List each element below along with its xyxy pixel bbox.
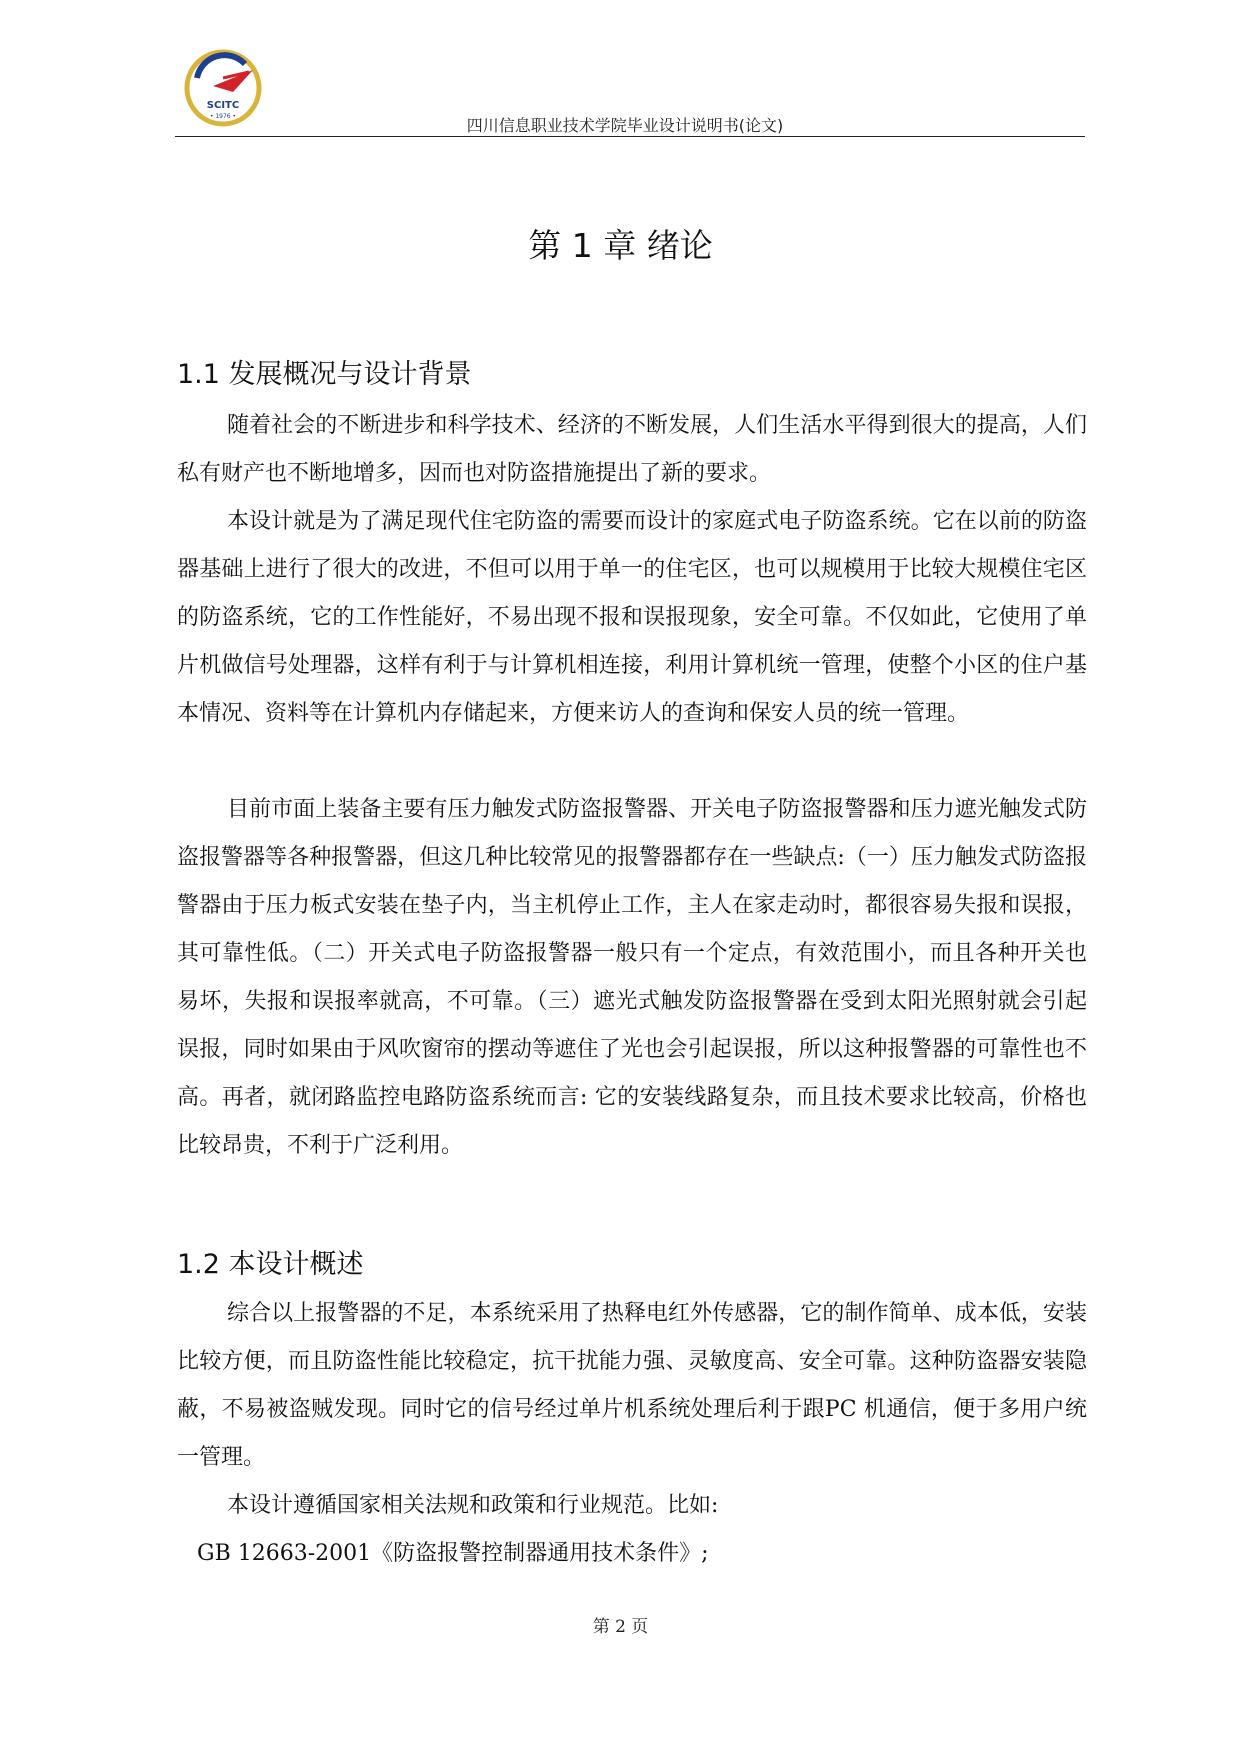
- paragraph: 随着社会的不断进步和科学技术、经济的不断发展，人们生活水平得到很大的提高，人们私有财产也不断地增多，因而也对防盗措施提出了新的要求。: [177, 413, 1087, 486]
- section-heading-1-2: 1.2 本设计概述: [177, 1249, 364, 1280]
- page-number: 第 2 页: [592, 1617, 649, 1637]
- svg-text:SCITC: SCITC: [206, 100, 240, 111]
- section-heading-1-1: 1.1 发展概况与设计背景: [177, 359, 472, 390]
- svg-text:• 1976 •: • 1976 •: [209, 113, 237, 120]
- paragraph: 本设计就是为了满足现代住宅防盗的需要而设计的家庭式电子防盗系统。它在以前的防盗器基础上进行了很大的改进，不但可以用于单一的住宅区，也可以规模用于比较大规模住宅区的防盗系统，它的工作性能好，不易出现不报和误报现象，安全可靠。不仅如此，它使用了单片机做信号处理器，这样有利于与计算机相连接，利用计算机统一管理，使整个小区的住户基本情况、资料等在计算机内存储起来，方便来访人的查询和保安人员的统一管理。: [177, 509, 1087, 726]
- paragraph: 目前市面上装备主要有压力触发式防盗报警器、开关电子防盗报警器和压力遮光触发式防盗报警器等各种报警器，但这几种比较常见的报警器都存在一些缺点:（一）压力触发式防盗报警器由于压力板式安装在垫子内，当主机停止工作，主人在家走动时，都很容易失报和误报，其可靠性低。（二）开关式电子防盗报警器一般只有一个定点，有效范围小，而且各种开关也易坏，失报和误报率就高，不可靠。（三）遮光式触发防盗报警器在受到太阳光照射就会引起误报，同时如果由于风吹窗帘的摆动等遮住了光也会引起误报，所以这种报警器的可靠性也不高。再者，就闭路监控电路防盗系统而言: 它的安装线路复杂，而且技术要求比较高，价格也比较昂贵，不利于广泛利用。: [177, 797, 1087, 1158]
- paragraph: 本设计遵循国家相关法规和政策和行业规范。比如:: [227, 1493, 719, 1518]
- school-logo: [183, 48, 263, 128]
- header-title: 四川信息职业技术学院毕业设计说明书(论文): [466, 116, 784, 135]
- paragraph: 综合以上报警器的不足，本系统采用了热释电红外传感器，它的制作简单、成本低，安装比较方便，而且防盗性能比较稳定，抗干扰能力强、灵敏度高、安全可靠。这种防盗器安装隐蔽，不易被盗贼发现。同时它的信号经过单片机系统处理后利于跟PC 机通信，便于多用户统一管理。: [177, 1301, 1087, 1470]
- standard-reference: GB 12663-2001《防盗报警控制器通用技术条件》;: [197, 1541, 709, 1566]
- header-divider: [175, 136, 1085, 137]
- chapter-title: 第 1 章 绪论: [528, 226, 713, 265]
